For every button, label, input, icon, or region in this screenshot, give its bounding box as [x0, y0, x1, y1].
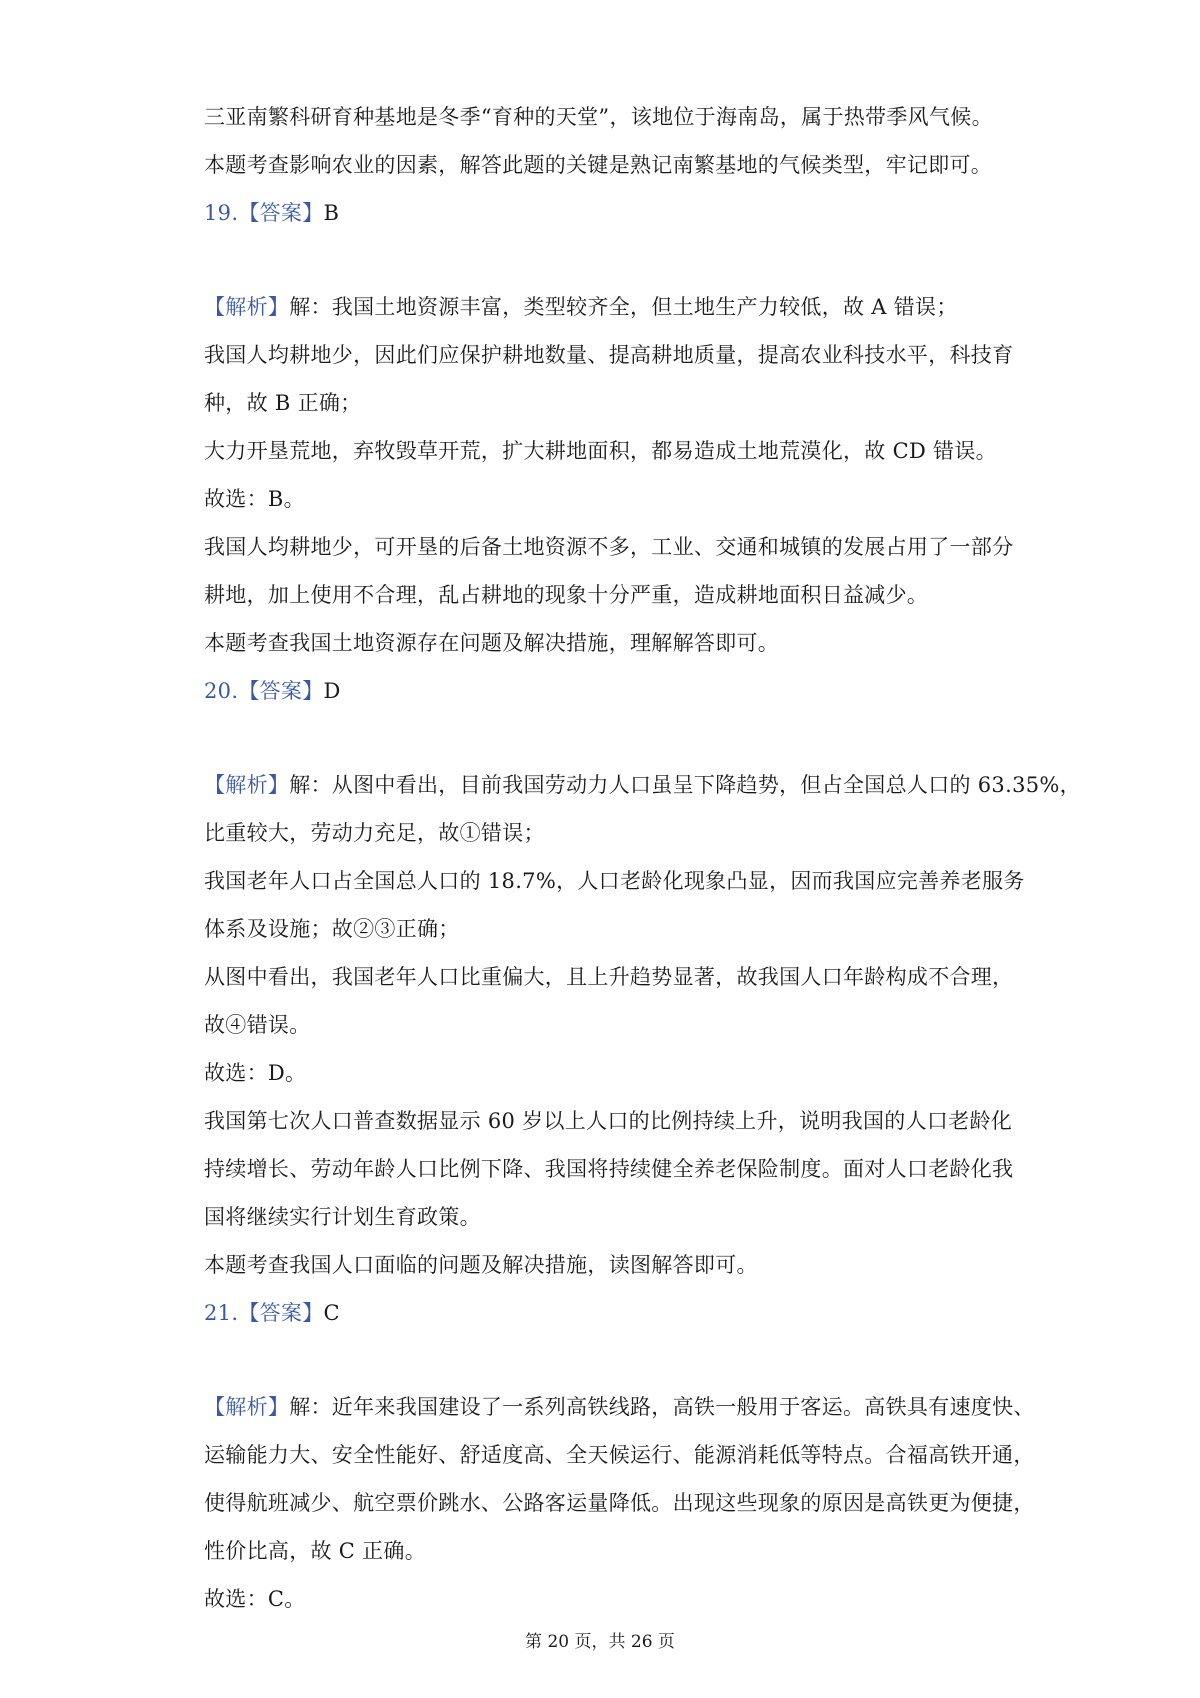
text-line: 体系及设施；故②③正确； — [204, 917, 460, 941]
analysis-tag: 【解析】 — [204, 1395, 290, 1419]
question-number: 20. — [204, 679, 239, 703]
analysis-text: 解：我国土地资源丰富，类型较齐全，但土地生产力较低，故 A 错误； — [289, 295, 958, 319]
answer-value: C — [323, 1301, 340, 1325]
analysis-line — [204, 1392, 1035, 1422]
answer-tag: 【答案】 — [238, 679, 324, 703]
text-line: 故选：D。 — [204, 1061, 307, 1085]
text-line: 持续增长、劳动年龄人口比例下降、我国将持续健全养老保险制度。面对人口老龄化我 — [204, 1157, 1014, 1181]
answer-value: D — [323, 679, 341, 703]
question-number: 21. — [204, 1301, 239, 1325]
text-line: 我国老年人口占全国总人口的 18.7%，人口老龄化现象凸显，因而我国应完善养老服务 — [204, 869, 1025, 893]
text-line: 种，故 B 正确； — [204, 391, 362, 415]
text-line: 比重较大，劳动力充足，故①错误； — [204, 821, 545, 845]
answer-tag: 【答案】 — [238, 1301, 324, 1325]
text-line: 我国人均耕地少，因此们应保护耕地数量、提高耕地质量，提高农业科技水平，科技育 — [204, 343, 1014, 367]
text-line: 运输能力大、安全性能好、舒适度高、全天候运行、能源消耗低等特点。合福高铁开通， — [204, 1443, 1035, 1467]
answer-line-20 — [204, 676, 1024, 706]
analysis-tag: 【解析】 — [204, 295, 290, 319]
text-line: 本题考查影响农业的因素，解答此题的关键是熟记南繁基地的气候类型，牢记即可。 — [204, 153, 993, 177]
analysis-text: 解：近年来我国建设了一系列高铁线路，高铁一般用于客运。高铁具有速度快、 — [289, 1395, 1035, 1419]
page-footer: 第 20 页，共 26 页 — [525, 1632, 675, 1652]
text-line: 三亚南繁科研育种基地是冬季“育种的天堂”，该地位于海南岛，属于热带季风气候。 — [204, 105, 993, 129]
text-line: 故选：B。 — [204, 487, 305, 511]
text-line: 故④错误。 — [204, 1013, 311, 1037]
text-line: 耕地，加上使用不合理，乱占耕地的现象十分严重，造成耕地面积日益减少。 — [204, 583, 929, 607]
text-line: 性价比高，故 C 正确。 — [204, 1539, 427, 1563]
text-line: 大力开垦荒地，弃牧毁草开荒，扩大耕地面积，都易造成土地荒漠化，故 CD 错误。 — [204, 439, 997, 463]
text-line: 故选：C。 — [204, 1587, 306, 1611]
answer-value: B — [323, 201, 340, 225]
analysis-line — [204, 770, 1081, 800]
analysis-text: 解：从图中看出，目前我国劳动力人口虽呈下降趋势，但占全国总人口的 63.35%， — [289, 773, 1081, 797]
text-line: 我国第七次人口普查数据显示 60 岁以上人口的比例持续上升，说明我国的人口老龄化 — [204, 1109, 1013, 1133]
analysis-tag: 【解析】 — [204, 773, 290, 797]
text-line: 从图中看出，我国老年人口比重偏大，且上升趋势显著，故我国人口年龄构成不合理， — [204, 965, 1014, 989]
text-line: 我国人均耕地少，可开垦的后备土地资源不多，工业、交通和城镇的发展占用了一部分 — [204, 535, 1014, 559]
answer-tag: 【答案】 — [238, 201, 324, 225]
answer-line-21 — [204, 1298, 1024, 1328]
answer-line-19 — [204, 198, 1024, 228]
text-line: 本题考查我国人口面临的问题及解决措施，读图解答即可。 — [204, 1253, 758, 1277]
text-line: 本题考查我国土地资源存在问题及解决措施，理解解答即可。 — [204, 631, 780, 655]
text-line: 国将继续实行计划生育政策。 — [204, 1205, 481, 1229]
question-number: 19. — [204, 201, 239, 225]
analysis-line — [204, 292, 1024, 322]
text-line: 使得航班减少、航空票价跳水、公路客运量降低。出现这些现象的原因是高铁更为便捷， — [204, 1491, 1035, 1515]
